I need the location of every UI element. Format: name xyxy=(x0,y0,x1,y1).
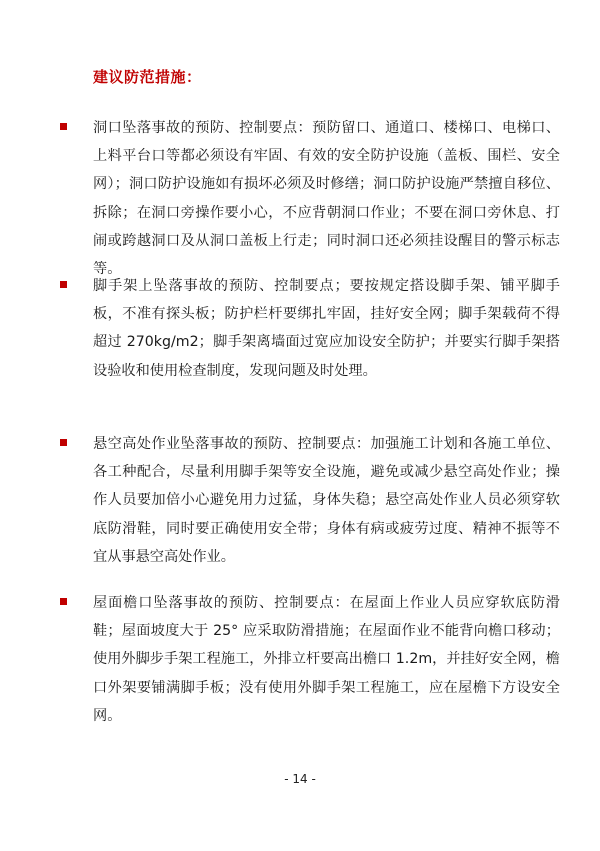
square-bullet-icon xyxy=(60,123,67,130)
section-heading: 建议防范措施： xyxy=(93,68,202,86)
list-item-text: 脚手架上坠落事故的预防、控制要点；要按规定搭设脚手架、铺平脚手板，不准有探头板；防护栏杆要绑扎牢固，挂好安全网；脚手架载荷不得超过 270kg/m2；脚手架离墙面过宽应加设安全防护；并要实行脚手架搭设验收和使用检查制度，发现问题及时处理。 xyxy=(93,278,560,379)
list-item-text: 洞口坠落事故的预防、控制要点：预防留口、通道口、楼梯口、电梯口、上料平台口等都必须设有牢固、有效的安全防护设施（盖板、围栏、安全网）；洞口防护设施如有损坏必须及时修缮；洞口防护设施严禁擅自移位、拆除；在洞口旁操作要小心，不应背朝洞口作业；不要在洞口旁休息、打闹或跨越洞口及从洞口盖板上行走；同时洞口还必须挂设醒目的警示标志等。 xyxy=(93,120,560,278)
page-number: - 14 - xyxy=(284,772,316,786)
square-bullet-icon xyxy=(60,439,67,446)
list-item xyxy=(60,114,560,283)
list-item xyxy=(60,272,560,385)
list-item xyxy=(60,430,560,571)
list-item-text: 屋面檐口坠落事故的预防、控制要点：在屋面上作业人员应穿软底防滑鞋；屋面坡度大于 25° 应采取防滑措施；在屋面作业不能背向檐口移动；使用外脚步手架工程施工，外排立杆要高出檐口 1.2m，并挂好安全网，檐口外架要铺满脚手板；没有使用外脚手架工程施工，应在屋檐下方设安全网。 xyxy=(93,595,560,724)
square-bullet-icon xyxy=(60,598,67,605)
list-item-text: 悬空高处作业坠落事故的预防、控制要点：加强施工计划和各施工单位、各工种配合，尽量利用脚手架等安全设施，避免或减少悬空高处作业；操作人员要加倍小心避免用力过猛，身体失稳；悬空高处作业人员必须穿软底防滑鞋，同时要正确使用安全带；身体有病或疲劳过度、精神不振等不宜从事悬空高处作业。 xyxy=(93,436,560,565)
list-item xyxy=(60,589,560,730)
square-bullet-icon xyxy=(60,281,67,288)
